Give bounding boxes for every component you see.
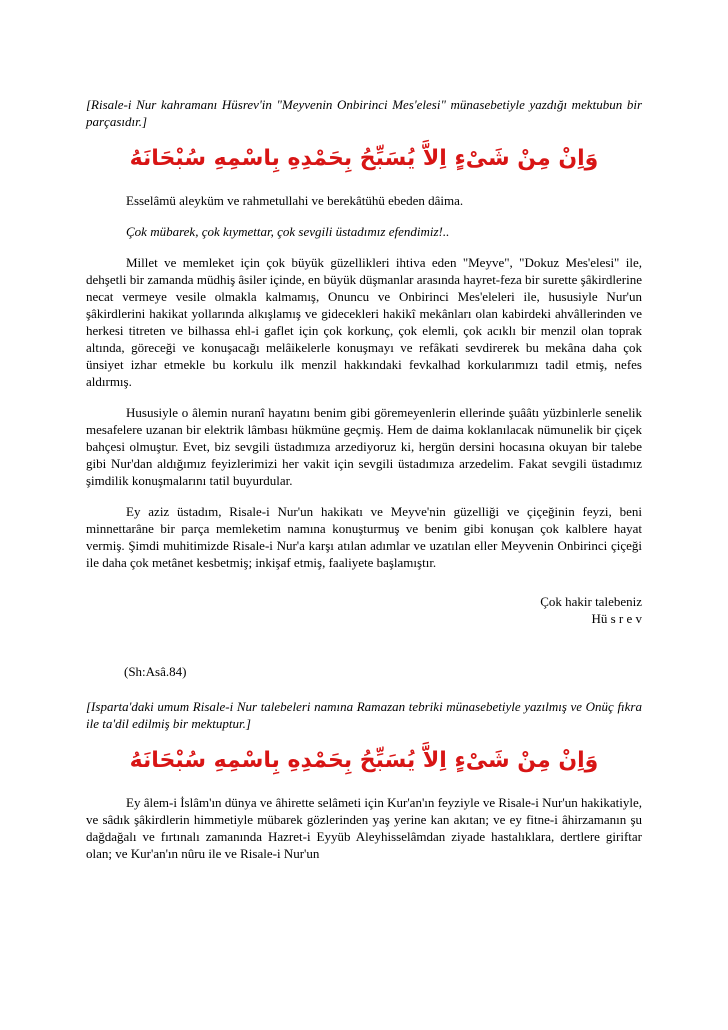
address-line: Çok mübarek, çok kıymettar, çok sevgili üstadımız efendimiz!..	[126, 224, 450, 239]
greeting: Esselâmü aleyküm ve rahmetullahi ve berekâtühü ebeden dâima.	[126, 193, 464, 208]
letter-intro: [Risale-i Nur kahramanı Hüsrev'in "Meyvenin Onbirinci Mes'elesi" münasebetiyle yazdığı mektubun bir parçasıdır.]	[86, 97, 642, 129]
source-reference: (Sh:Asâ.84)	[124, 664, 187, 679]
signature-block	[86, 593, 642, 627]
signature-title: Çok hakir talebeniz	[540, 594, 642, 609]
arabic-verse: وَاِنْ مِنْ شَىْءٍ اِلاَّ يُسَبِّحُ بِحَمْدِهِ بِاسْمِهِ سُبْحَانَهُ	[129, 146, 599, 171]
arabic-verse-2: وَاِنْ مِنْ شَىْءٍ اِلاَّ يُسَبِّحُ بِحَمْدِهِ بِاسْمِهِ سُبْحَانَهُ	[129, 748, 599, 773]
letter-intro-2: [Isparta'daki umum Risale-i Nur talebeleri namına Ramazan tebriki münasebetiyle yazılmış ve Onüç fıkra ile ta'dil edilmiş bir mektuptur.]	[86, 699, 642, 731]
paragraph-3: Ey aziz üstadım, Risale-i Nur'un hakikatı ve Meyve'nin güzelliği ve çiçeğinin feyzi, beni minnettarâne bir parça memleketim namına konuşturmuş ve benim gibi konuşan çok kalblere hayat vermiş. Şimdi muhitimizde Risale-i Nur'a karşı atılan adımlar ve uzatılan eller Meyvenin Onbirinci çiçeği ile daha çok metânet kesbetmiş; inkişaf etmiş, faaliyete başlamıştır.	[86, 504, 642, 570]
paragraph-2: Hususiyle o âlemin nuranî hayatını benim gibi göremeyenlerin ellerinde şuââtı yüzbinlerle senelik mesafelere uzanan bir elektrik lâmbası hükmüne geçmiş. Hem de daima koklanılacak nümunelik bir çiçek bahçesi olmuştur. Evet, biz sevgili üstadımıza arzediyoruz ki, hergün dersini hocasına okuyan bir talebe gibi Nur'dan aldığımız feyizlerimizi her vakit için sevgili üstadımıza arzedelim. Fakat sevgili üstadımız şimdilik konuşmalarını tatil buyurdular.	[86, 405, 642, 488]
paragraph-4: Ey âlem-i İslâm'ın dünya ve âhirette selâmeti için Kur'an'ın feyziyle ve Risale-i Nur'un hakikatiyle, ve sâdık şâkirdlerin himmetiyle mübarek gözlerinden yaş yerine kan akıtan; ve ey fitne-i âhirzamanın şu dağdağalı ve fırtınalı zamanında Hazret-i Eyyüb Aleyhisselâmdan ziyade hastalıklara, dertlere giriftar olan; ve Kur'an'ın nûru ile ve Risale-i Nur'un	[86, 795, 642, 861]
document-page	[86, 96, 642, 862]
signature-name: Hü s r e v	[591, 611, 642, 626]
paragraph-1: Millet ve memleket için çok büyük güzellikleri ihtiva eden "Meyve", "Dokuz Mes'elesi" ile, dehşetli bir zamanda müdhiş âsiler içinde, en büyük düşmanlar arasında hayret-feza bir surette şâkirdlerine necat vermeye vesile olmakla kalmamış, Onuncu ve Onbirinci Mes'eleleri ile, hususiyle Nur'un şâkirdlerini hakikat yollarında alkışlamış ve gidecekleri hakikî mekânları olan kabirdeki ahvâllerinden ve herkesi titreten ve bilhassa ehl-i gaflet için çok korkunç, çok elemli, çok acıklı bir menzil olan toprak altında, göreceği ve konuşacağı melâikelerle konuşmayı ve refâkati sevdirerek bu mekâna daha çok ünsiyet izhar etmekle bu korkulu ilk menzil hakkındaki fevkalhad korkularımızı tadil etmiş, nefes aldırmış.	[86, 255, 642, 389]
